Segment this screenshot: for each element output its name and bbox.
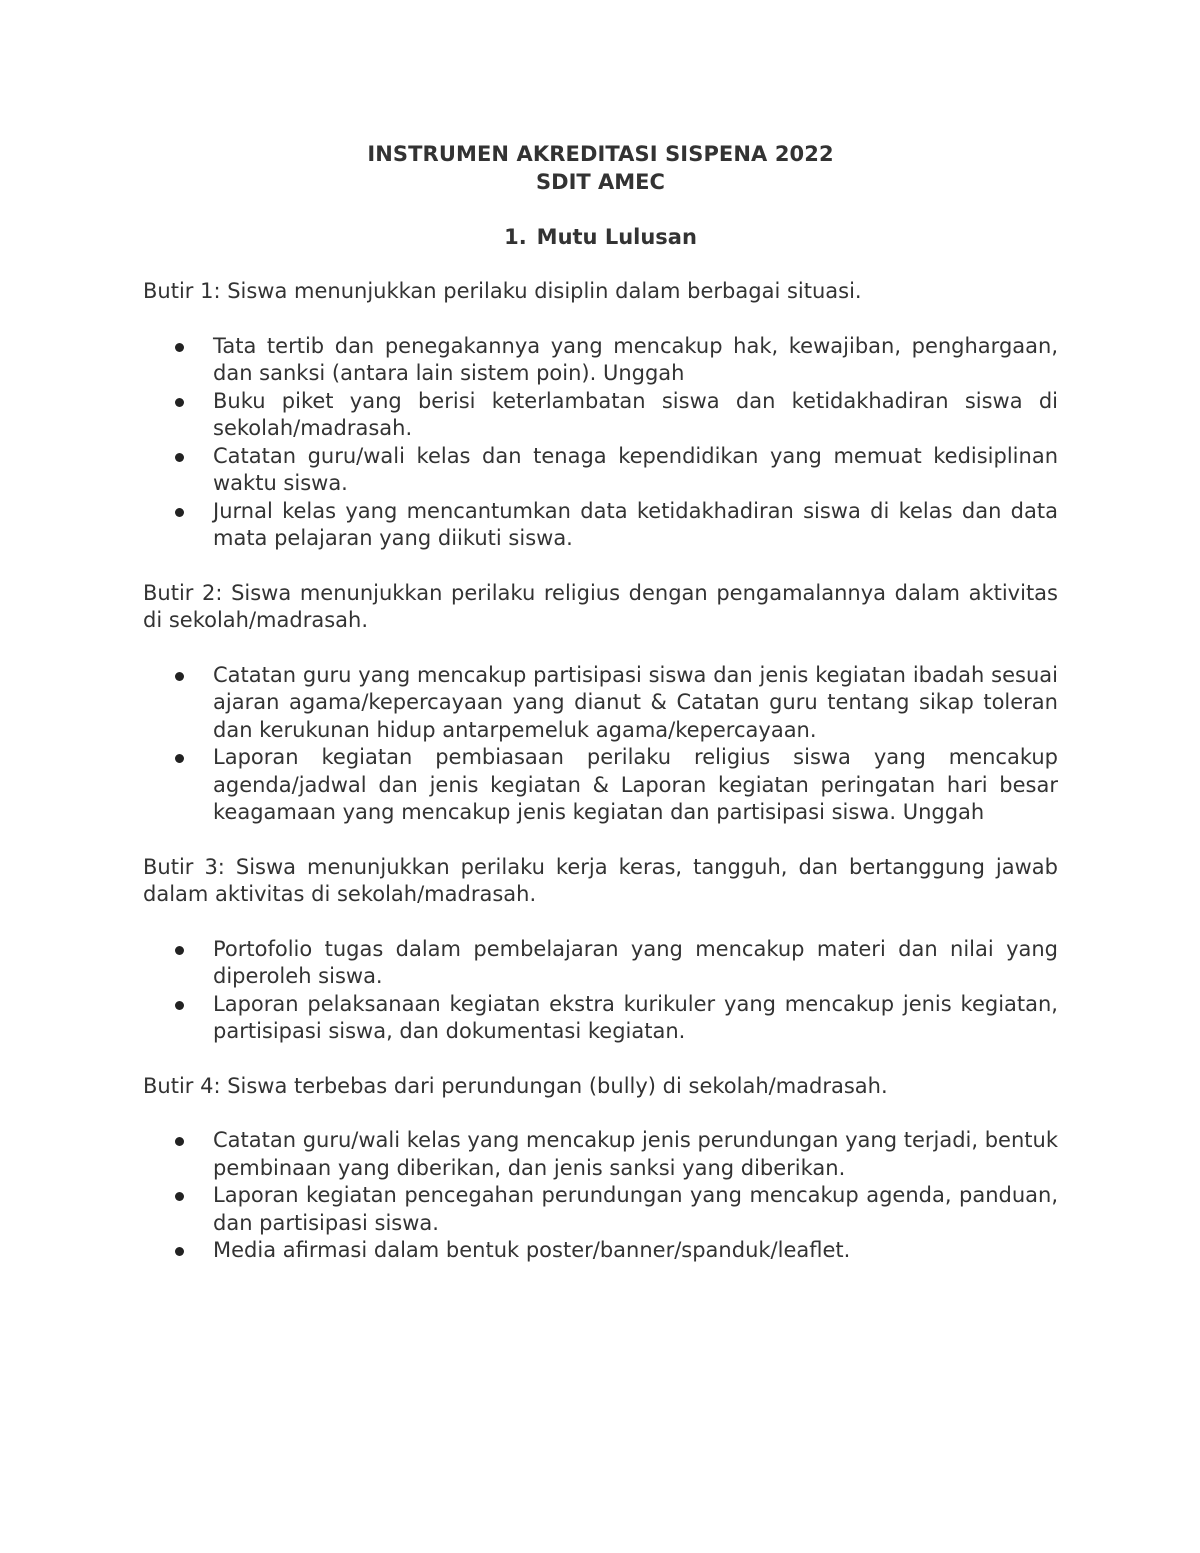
list-item: [143, 662, 1058, 745]
bullet-icon: [175, 453, 184, 462]
bullet-icon: [175, 1001, 184, 1010]
list-item-text: Media afirmasi dalam bentuk poster/banner/spanduk/leaflet.: [213, 1238, 851, 1262]
bullet-icon: [175, 1137, 184, 1146]
list-item: [143, 936, 1058, 991]
document-subtitle: SDIT AMEC: [536, 170, 665, 194]
butir-3-list: [143, 936, 1058, 1046]
section-title: Mutu Lulusan: [536, 225, 697, 249]
list-item-text: Tata tertib dan penegakannya yang mencakup hak, kewajiban, penghargaan, dan sanksi (antara lain sistem poin). Unggah: [213, 333, 1058, 385]
butir-3-text: Butir 3: Siswa menunjukkan perilaku kerja keras, tangguh, dan bertanggung jawab dalam aktivitas di sekolah/madrasah.: [143, 854, 1058, 906]
bullet-icon: [175, 1247, 184, 1256]
butir-2-text: Butir 2: Siswa menunjukkan perilaku religius dengan pengamalannya dalam aktivitas di sekolah/madrasah.: [143, 580, 1058, 632]
list-item-text: Catatan guru/wali kelas yang mencakup jenis perundungan yang terjadi, bentuk pembinaan yang diberikan, dan jenis sanksi yang diberikan.: [213, 1128, 1058, 1180]
list-item: [143, 1127, 1058, 1182]
list-item: [143, 333, 1058, 388]
list-item: [143, 1182, 1058, 1237]
list-item: [143, 991, 1058, 1046]
butir-1-text: Butir 1: Siswa menunjukkan perilaku disiplin dalam berbagai situasi.: [143, 279, 862, 303]
butir-1-list: [143, 333, 1058, 553]
list-item: [143, 744, 1058, 827]
section-number: 1.: [504, 225, 527, 249]
bullet-icon: [175, 508, 184, 517]
list-item: [143, 1237, 1058, 1265]
list-item-text: Portofolio tugas dalam pembelajaran yang mencakup materi dan nilai yang diperoleh siswa.: [213, 936, 1058, 988]
section-heading: [143, 223, 1058, 251]
list-item: [143, 498, 1058, 553]
bullet-icon: [175, 946, 184, 955]
bullet-icon: [175, 754, 184, 763]
list-item-text: Catatan guru yang mencakup partisipasi siswa dan jenis kegiatan ibadah sesuai ajaran agama/kepercayaan yang dianut & Catatan guru tentang sikap toleran dan kerukunan hidup antarpemeluk agama/kepercayaan.: [213, 662, 1058, 742]
bullet-icon: [175, 1192, 184, 1201]
butir-4-text: Butir 4: Siswa terbebas dari perundungan (bully) di sekolah/madrasah.: [143, 1073, 888, 1098]
list-item-text: Laporan kegiatan pembiasaan perilaku religius siswa yang mencakup agenda/jadwal dan jenis kegiatan & Laporan kegiatan peringatan hari besar keagamaan yang mencakup jenis kegiatan dan partisipasi siswa. Unggah: [213, 745, 1058, 824]
butir-2-list: [143, 662, 1058, 827]
list-item-text: Catatan guru/wali kelas dan tenaga kependidikan yang memuat kedisiplinan waktu siswa.: [213, 443, 1058, 495]
document-page: [143, 140, 1058, 1265]
list-item: [143, 388, 1058, 443]
butir-4-list: [143, 1127, 1058, 1265]
document-title: INSTRUMEN AKREDITASI SISPENA 2022: [367, 142, 834, 166]
list-item-text: Laporan pelaksanaan kegiatan ekstra kurikuler yang mencakup jenis kegiatan, partisipasi siswa, dan dokumentasi kegiatan.: [213, 991, 1058, 1043]
bullet-icon: [175, 343, 184, 352]
bullet-icon: [175, 672, 184, 681]
list-item-text: Laporan kegiatan pencegahan perundungan yang mencakup agenda, panduan, dan partisipasi siswa.: [213, 1183, 1058, 1235]
list-item: [143, 443, 1058, 498]
bullet-icon: [175, 398, 184, 407]
list-item-text: Jurnal kelas yang mencantumkan data ketidakhadiran siswa di kelas dan data mata pelajaran yang diikuti siswa.: [213, 498, 1058, 550]
list-item-text: Buku piket yang berisi keterlambatan siswa dan ketidakhadiran siswa di sekolah/madrasah.: [213, 388, 1058, 440]
